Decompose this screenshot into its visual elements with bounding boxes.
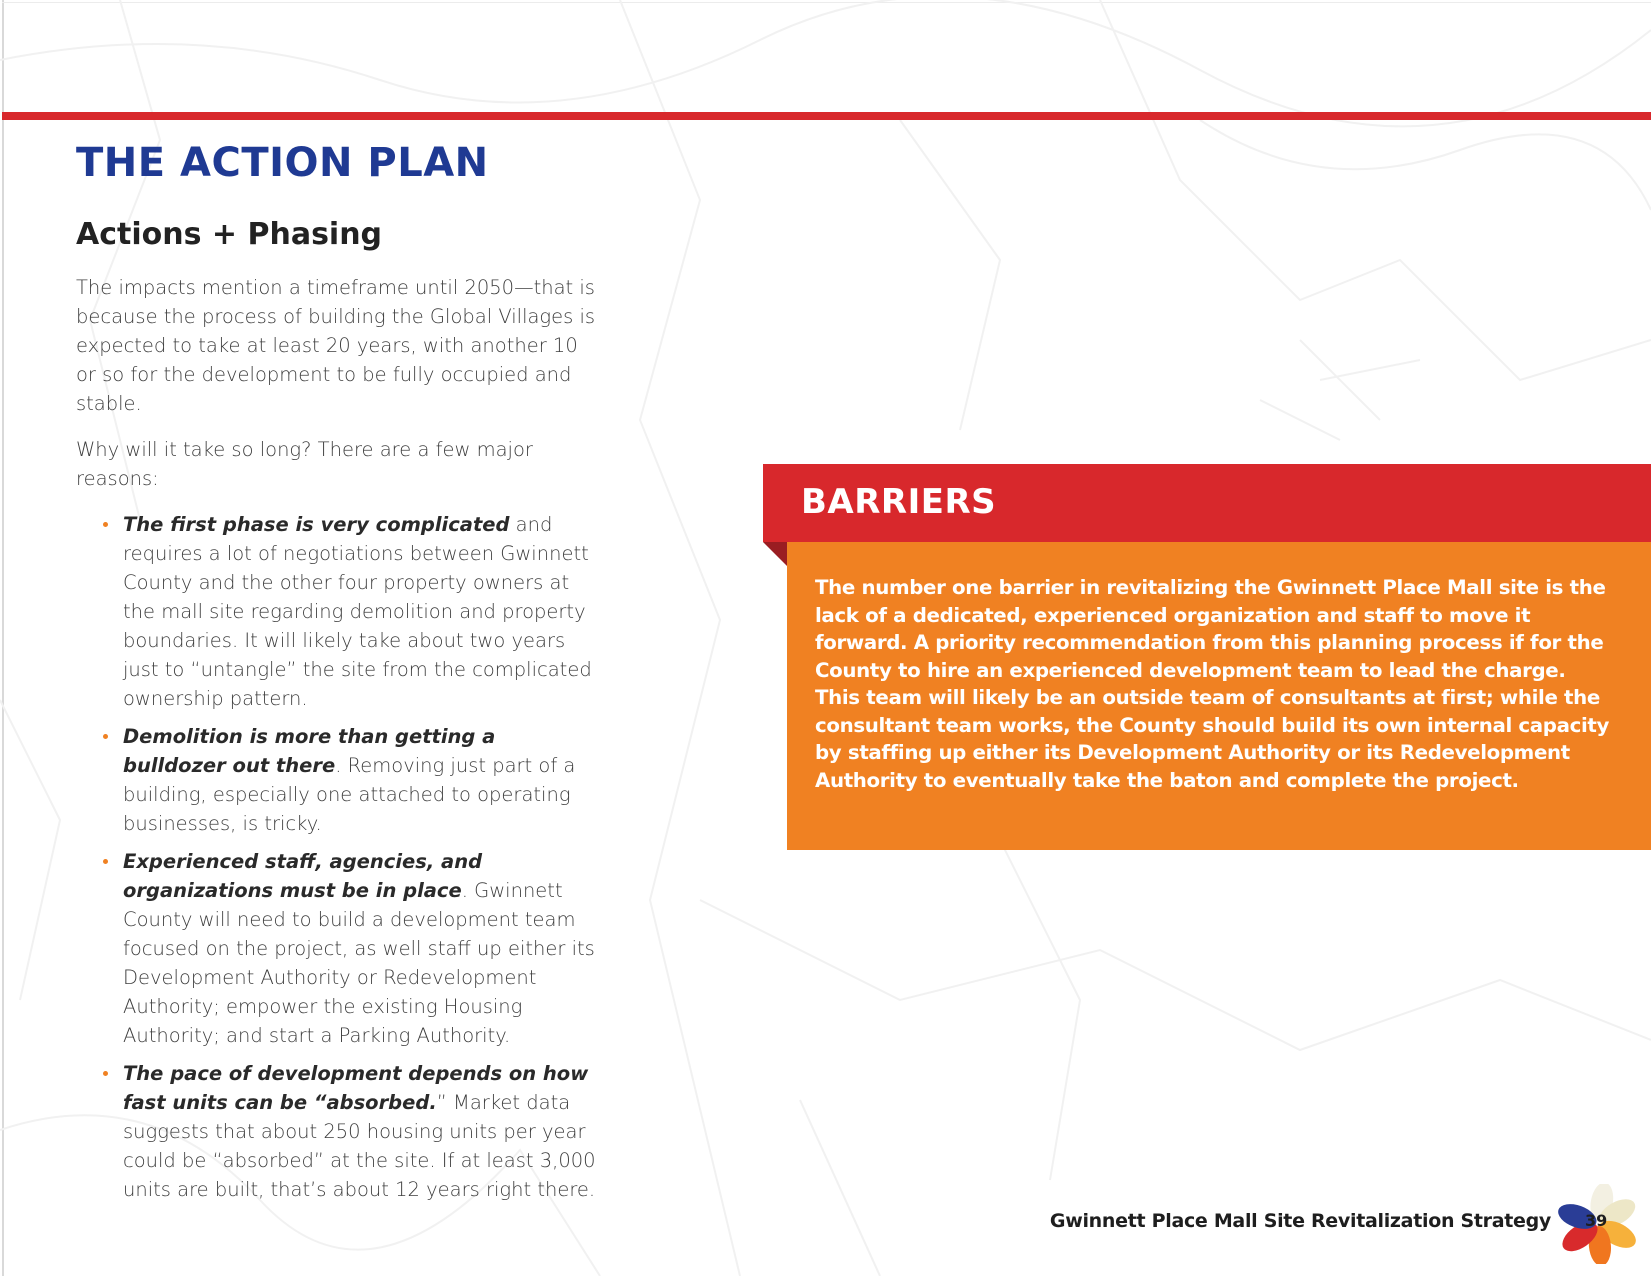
barriers-body bbox=[787, 542, 1651, 850]
body-text-column bbox=[76, 273, 596, 1213]
barriers-text: The number one barrier in revitalizing the Gwinnett Place Mall site is the lack of a dedicated, experienced organization and staff to move it forward. A priority recommendation from this planning process if for the County to hire an experienced development team to lead the charge. This team will likely be an outside team of consultants at first; while the consultant team works, the County should build its own internal capacity by staffing up either its Development Authority or its Redevelopment Authority to eventually take the baton and complete the project. bbox=[815, 576, 1610, 792]
barriers-header bbox=[763, 464, 1651, 542]
barriers-title: BARRIERS bbox=[801, 482, 997, 522]
barriers-callout bbox=[763, 464, 1651, 850]
reason-item bbox=[123, 510, 596, 713]
reasons-list bbox=[76, 510, 596, 1204]
page-title: THE ACTION PLAN bbox=[76, 140, 489, 186]
reason-text: . Removing just part of a building, especially one attached to operating businesses, is tricky. bbox=[123, 754, 576, 835]
bullet-dot-icon bbox=[103, 522, 108, 527]
reason-lead: The pace of development depends on how fast units can be “absorbed. bbox=[123, 1062, 589, 1114]
reason-item bbox=[123, 1059, 596, 1204]
bullet-dot-icon bbox=[103, 859, 108, 864]
reasons-question: Why will it take so long? There are a few major reasons: bbox=[76, 438, 533, 490]
reason-text: ” Market data suggests that about 250 housing units per year could be “absorbed” at the site. If at least 3,000 units are built, that’s about 12 years right there. bbox=[123, 1091, 596, 1201]
reason-lead: Demolition is more than getting a bulldozer out there bbox=[123, 725, 496, 777]
reason-item bbox=[123, 847, 596, 1050]
bullet-dot-icon bbox=[103, 1071, 108, 1076]
section-subtitle: Actions + Phasing bbox=[76, 217, 383, 252]
bullet-dot-icon bbox=[103, 734, 108, 739]
reason-lead: Experienced staff, agencies, and organizations must be in place bbox=[123, 850, 483, 902]
page-number: 39 bbox=[1585, 1211, 1608, 1230]
intro-paragraph: The impacts mention a timeframe until 2050—that is because the process of building the Global Villages is expected to take at least 20 years, with another 10 or so for the development to be fully occupied and stable. bbox=[76, 276, 596, 415]
footer-document-title: Gwinnett Place Mall Site Revitalization Strategy bbox=[1049, 1210, 1551, 1232]
reason-item bbox=[123, 722, 596, 838]
reason-text: and requires a lot of negotiations between Gwinnett County and the other four property owners at the mall site regarding demolition and property boundaries. It will likely take about two years just to “untangle” the site from the complicated ownership pattern. bbox=[123, 513, 592, 710]
reason-text: . Gwinnett County will need to build a development team focused on the project, as well staff up either its Development Authority or Redevelopment Authority; empower the existing Housing Authority; and start a Parking Authority. bbox=[123, 879, 595, 1047]
ribbon-fold-icon bbox=[763, 542, 787, 566]
top-red-rule bbox=[2, 112, 1651, 120]
reason-lead: The first phase is very complicated bbox=[123, 513, 510, 536]
